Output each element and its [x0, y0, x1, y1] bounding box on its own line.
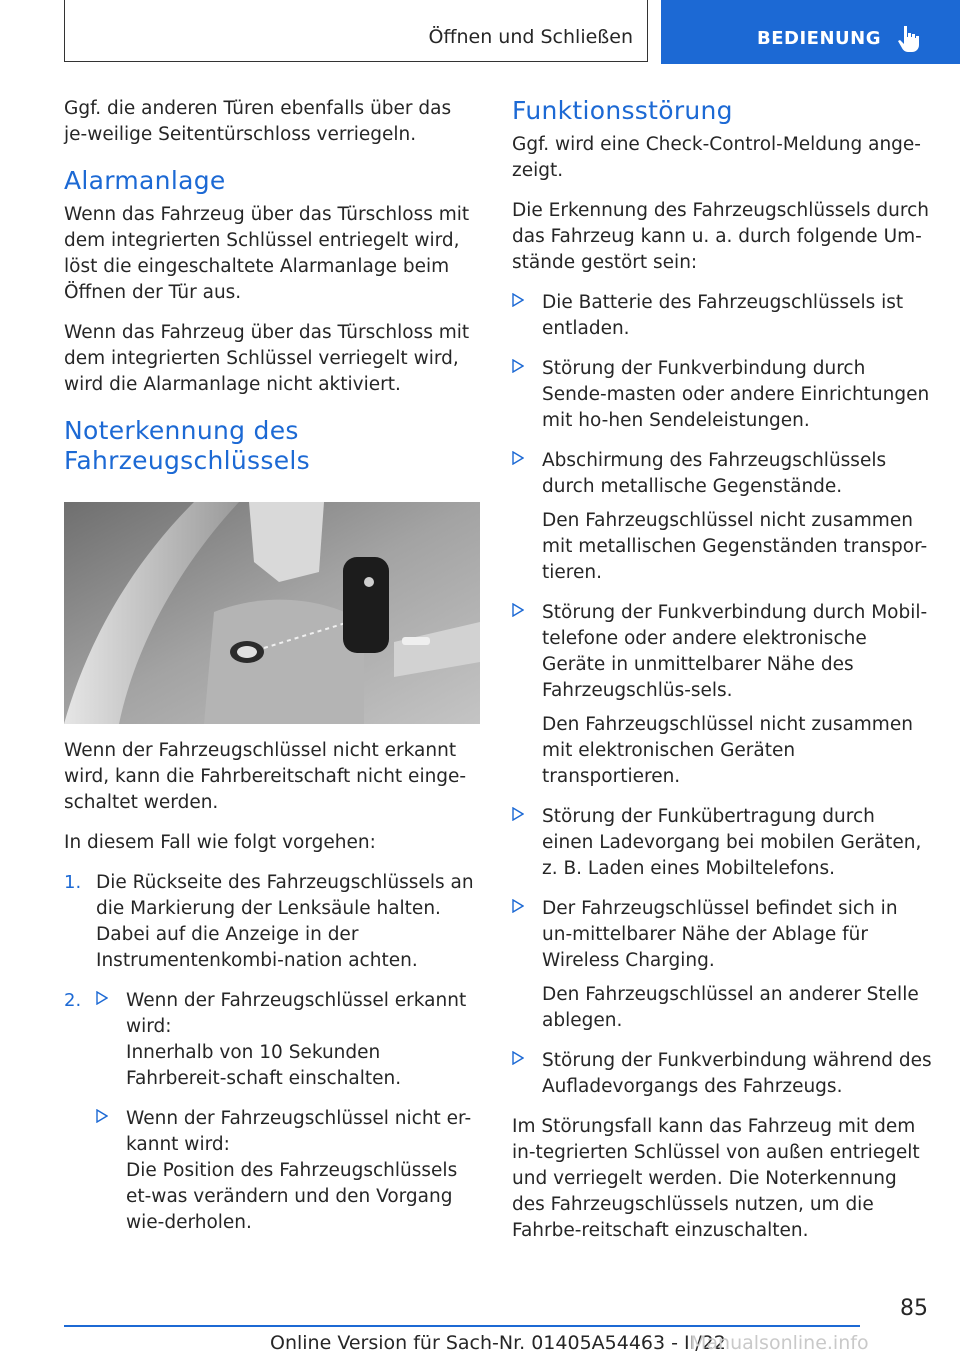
list-item-text: Störung der Funkverbindung durch Mobil-telefone oder andere elektronische Geräte in unmittelbarer Nähe des Fahrzeugschlüs-sels.	[542, 602, 928, 701]
right-column	[512, 96, 932, 1258]
left-column	[64, 96, 480, 1250]
triangle-bullet-icon	[96, 1109, 108, 1123]
triangle-bullet-icon	[512, 603, 524, 617]
chapter-tab[interactable]	[661, 0, 960, 64]
list-item	[512, 804, 932, 882]
closing-paragraph: Im Störungsfall kann das Fahrzeug mit dem in-tegrierten Schlüssel von außen entriegelt und verriegelt werden. Die Noterkennung des Fahrzeugschlüssels nutzen, um die Fahrbe-reitschaft einzuschalten.	[512, 1116, 920, 1241]
step-2a-sub: Innerhalb von 10 Sekunden Fahrbereit-schaft einschalten.	[126, 1042, 402, 1089]
emergency-detection-heading: Noterkennung des Fahrzeugschlüssels	[64, 416, 310, 475]
after-figure-paragraph-2: In diesem Fall wie folgt vorgehen:	[64, 832, 376, 853]
triangle-bullet-icon	[512, 899, 524, 913]
list-item	[512, 600, 932, 790]
triangle-bullet-icon	[512, 807, 524, 821]
list-item-subtext: Den Fahrzeugschlüssel nicht zusammen mit elektronischen Geräten transportieren.	[542, 714, 913, 787]
list-item-text: Störung der Funkverbindung durch Sende-masten oder andere Einrichtungen mit ho-hen Sendeleistungen.	[542, 358, 930, 431]
step-number: 1.	[64, 872, 82, 893]
alarm-paragraph-2: Wenn das Fahrzeug über das Türschloss mit dem integrierten Schlüssel verriegelt wird, wird die Alarmanlage nicht aktiviert.	[64, 322, 470, 395]
triangle-bullet-icon	[512, 359, 524, 373]
step-number: 2.	[64, 990, 82, 1011]
section-title: Öffnen und Schließen	[428, 26, 633, 48]
online-version-label: Online Version für Sach-Nr. 01405A54463 - II/22	[270, 1332, 726, 1354]
header-section-box	[64, 0, 648, 62]
list-item-text: Die Batterie des Fahrzeugschlüssels ist entladen.	[542, 292, 904, 339]
list-item	[512, 448, 932, 586]
list-item-subtext: Den Fahrzeugschlüssel nicht zusammen mit metallischen Gegenständen transpor-tieren.	[542, 510, 928, 583]
intro-paragraph: Ggf. die anderen Türen ebenfalls über das je-weilige Seitentürschloss verriegeln.	[64, 98, 452, 145]
after-figure-paragraph-1: Wenn der Fahrzeugschlüssel nicht erkannt wird, kann die Fahrbereitschaft nicht einge-schaltet werden.	[64, 740, 467, 813]
step-2a-text: Wenn der Fahrzeugschlüssel erkannt wird:	[126, 990, 467, 1037]
triangle-bullet-icon	[512, 1051, 524, 1065]
chapter-tab-label: BEDIENUNG	[757, 28, 881, 49]
malfunction-paragraph-2: Die Erkennung des Fahrzeugschlüssels durch das Fahrzeug kann u. a. durch folgende Um-stände gestört sein:	[512, 200, 929, 273]
triangle-bullet-icon	[512, 451, 524, 465]
alarm-paragraph-1: Wenn das Fahrzeug über das Türschloss mit dem integrierten Schlüssel entriegelt wird, löst die eingeschaltete Alarmanlage beim Öffnen der Tür aus.	[64, 204, 470, 303]
malfunction-heading: Funktionsstörung	[512, 96, 733, 125]
list-item	[96, 1106, 480, 1236]
footer-divider	[64, 1325, 860, 1327]
list-item-subtext: Den Fahrzeugschlüssel an anderer Stelle ablegen.	[542, 984, 919, 1031]
step-1	[64, 870, 480, 974]
triangle-bullet-icon	[96, 991, 108, 1005]
page-number: 85	[900, 1296, 928, 1321]
steering-column-key-photo	[64, 502, 480, 724]
watermark: Manualsonline.info	[690, 1332, 869, 1354]
malfunction-paragraph-1: Ggf. wird eine Check-Control-Meldung ange-zeigt.	[512, 134, 921, 181]
triangle-bullet-icon	[512, 293, 524, 307]
step-2b-text: Wenn der Fahrzeugschlüssel nicht er-kannt wird:	[126, 1108, 472, 1155]
list-item-text: Abschirmung des Fahrzeugschlüssels durch metallische Gegenstände.	[542, 450, 887, 497]
malfunction-cause-list	[512, 290, 932, 1100]
list-item	[96, 988, 480, 1092]
list-item-text: Störung der Funkverbindung während des Aufladevorgangs des Fahrzeugs.	[542, 1050, 932, 1097]
list-item	[512, 356, 932, 434]
step-2	[64, 988, 480, 1236]
step-text: Die Rückseite des Fahrzeugschlüssels an die Markierung der Lenksäule halten. Dabei auf die Anzeige in der Instrumentenkombi-nation achten.	[96, 872, 474, 971]
alarm-heading: Alarmanlage	[64, 166, 226, 195]
steering-column-illustration	[64, 502, 480, 724]
list-item	[512, 290, 932, 342]
hand-pointer-icon	[895, 24, 921, 54]
step-2b-sub: Die Position des Fahrzeugschlüssels et-was verändern und den Vorgang wie-derholen.	[126, 1160, 458, 1233]
list-item-text: Der Fahrzeugschlüssel befindet sich in un-mittelbarer Nähe der Ablage für Wireless Charging.	[542, 898, 898, 971]
list-item-text: Störung der Funkübertragung durch einen Ladevorgang bei mobilen Geräten, z. B. Laden eines Mobiltelefons.	[542, 806, 922, 879]
list-item	[512, 896, 932, 1034]
list-item	[512, 1048, 932, 1100]
